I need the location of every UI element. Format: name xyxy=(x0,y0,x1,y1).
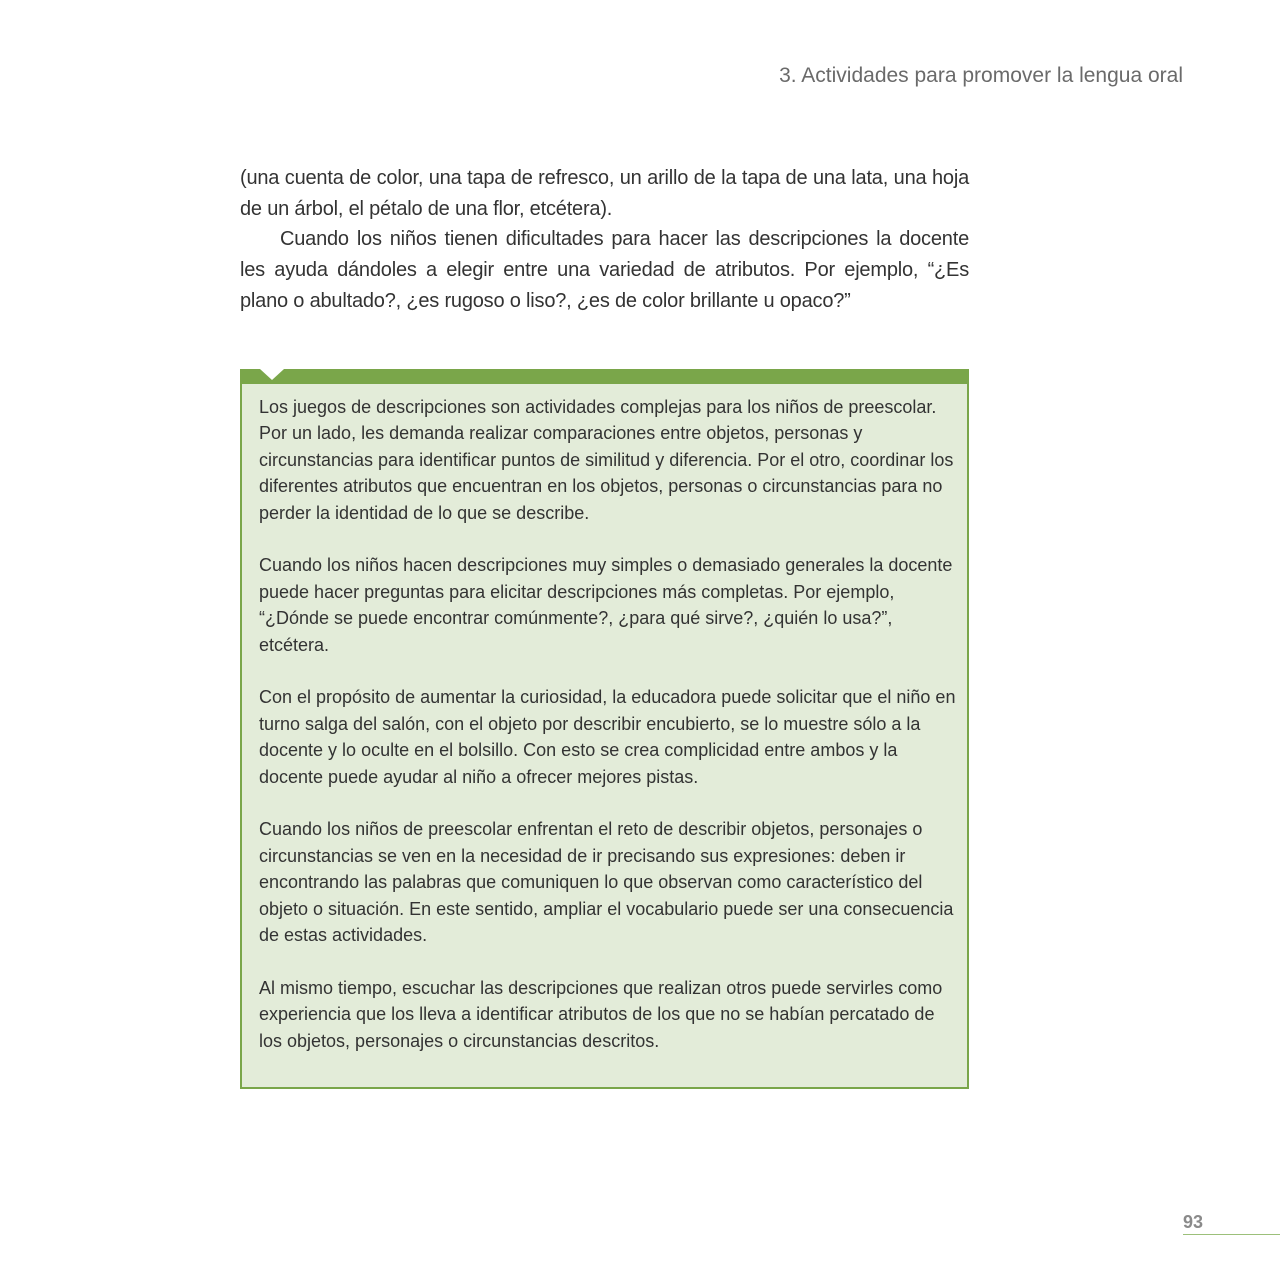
body-text xyxy=(240,163,969,317)
callout-notch-icon xyxy=(260,369,284,380)
callout-paragraph: Los juegos de descripciones son actividades complejas para los niños de preescolar. Por un lado, les demanda realizar comparaciones entre objetos, personas y circunstancias para identificar puntos de similitud y diferencia. Por el otro, coordinar los diferentes atributos que encuentran en los objetos, personas o circunstancias para no perder la identidad de lo que se describe. xyxy=(259,397,954,523)
page-number-rule xyxy=(1183,1234,1280,1235)
running-header: 3. Actividades para promover la lengua oral xyxy=(779,64,1183,87)
body-paragraph: Cuando los niños tienen dificultades para hacer las descripciones la docente les ayuda dándoles a elegir entre una variedad de atributos. Por ejemplo, “¿Es plano o abultado?, ¿es rugoso o liso?, ¿es de color brillante u opaco?” xyxy=(240,228,969,312)
body-paragraph: (una cuenta de color, una tapa de refresco, un arillo de la tapa de una lata, una hoja de un árbol, el pétalo de una flor, etcétera). xyxy=(240,167,969,220)
tip-callout-box xyxy=(240,369,969,1089)
callout-paragraph: Con el propósito de aumentar la curiosidad, la educadora puede solicitar que el niño en turno salga del salón, con el objeto por describir encubierto, se lo muestre sólo a la docente y lo oculte en el bolsillo. Con esto se crea complicidad entre ambos y la docente puede ayudar al niño a ofrecer mejores pistas. xyxy=(259,687,956,787)
callout-text xyxy=(259,394,959,1054)
page-number: 93 xyxy=(1183,1212,1204,1232)
callout-header-bar xyxy=(240,369,969,384)
callout-paragraph: Al mismo tiempo, escuchar las descripciones que realizan otros puede servirles como experiencia que los lleva a identificar atributos de los que no se habían percatado de los objetos, personajes o circunstancias descritos. xyxy=(259,977,943,1051)
callout-paragraph: Cuando los niños de preescolar enfrentan el reto de describir objetos, personajes o circunstancias se ven en la necesidad de ir precisando sus expresiones: deben ir encontrando las palabras que comuniquen lo que observan como característico del objeto o situación. En este sentido, ampliar el vocabulario puede ser una consecuencia de estas actividades. xyxy=(259,819,954,946)
callout-paragraph: Cuando los niños hacen descripciones muy simples o demasiado generales la docente puede hacer preguntas para elicitar descripciones más completas. Por ejemplo, “¿Dónde se puede encontrar comúnmente?, ¿para qué sirve?, ¿quién lo usa?”, etcétera. xyxy=(259,555,953,655)
